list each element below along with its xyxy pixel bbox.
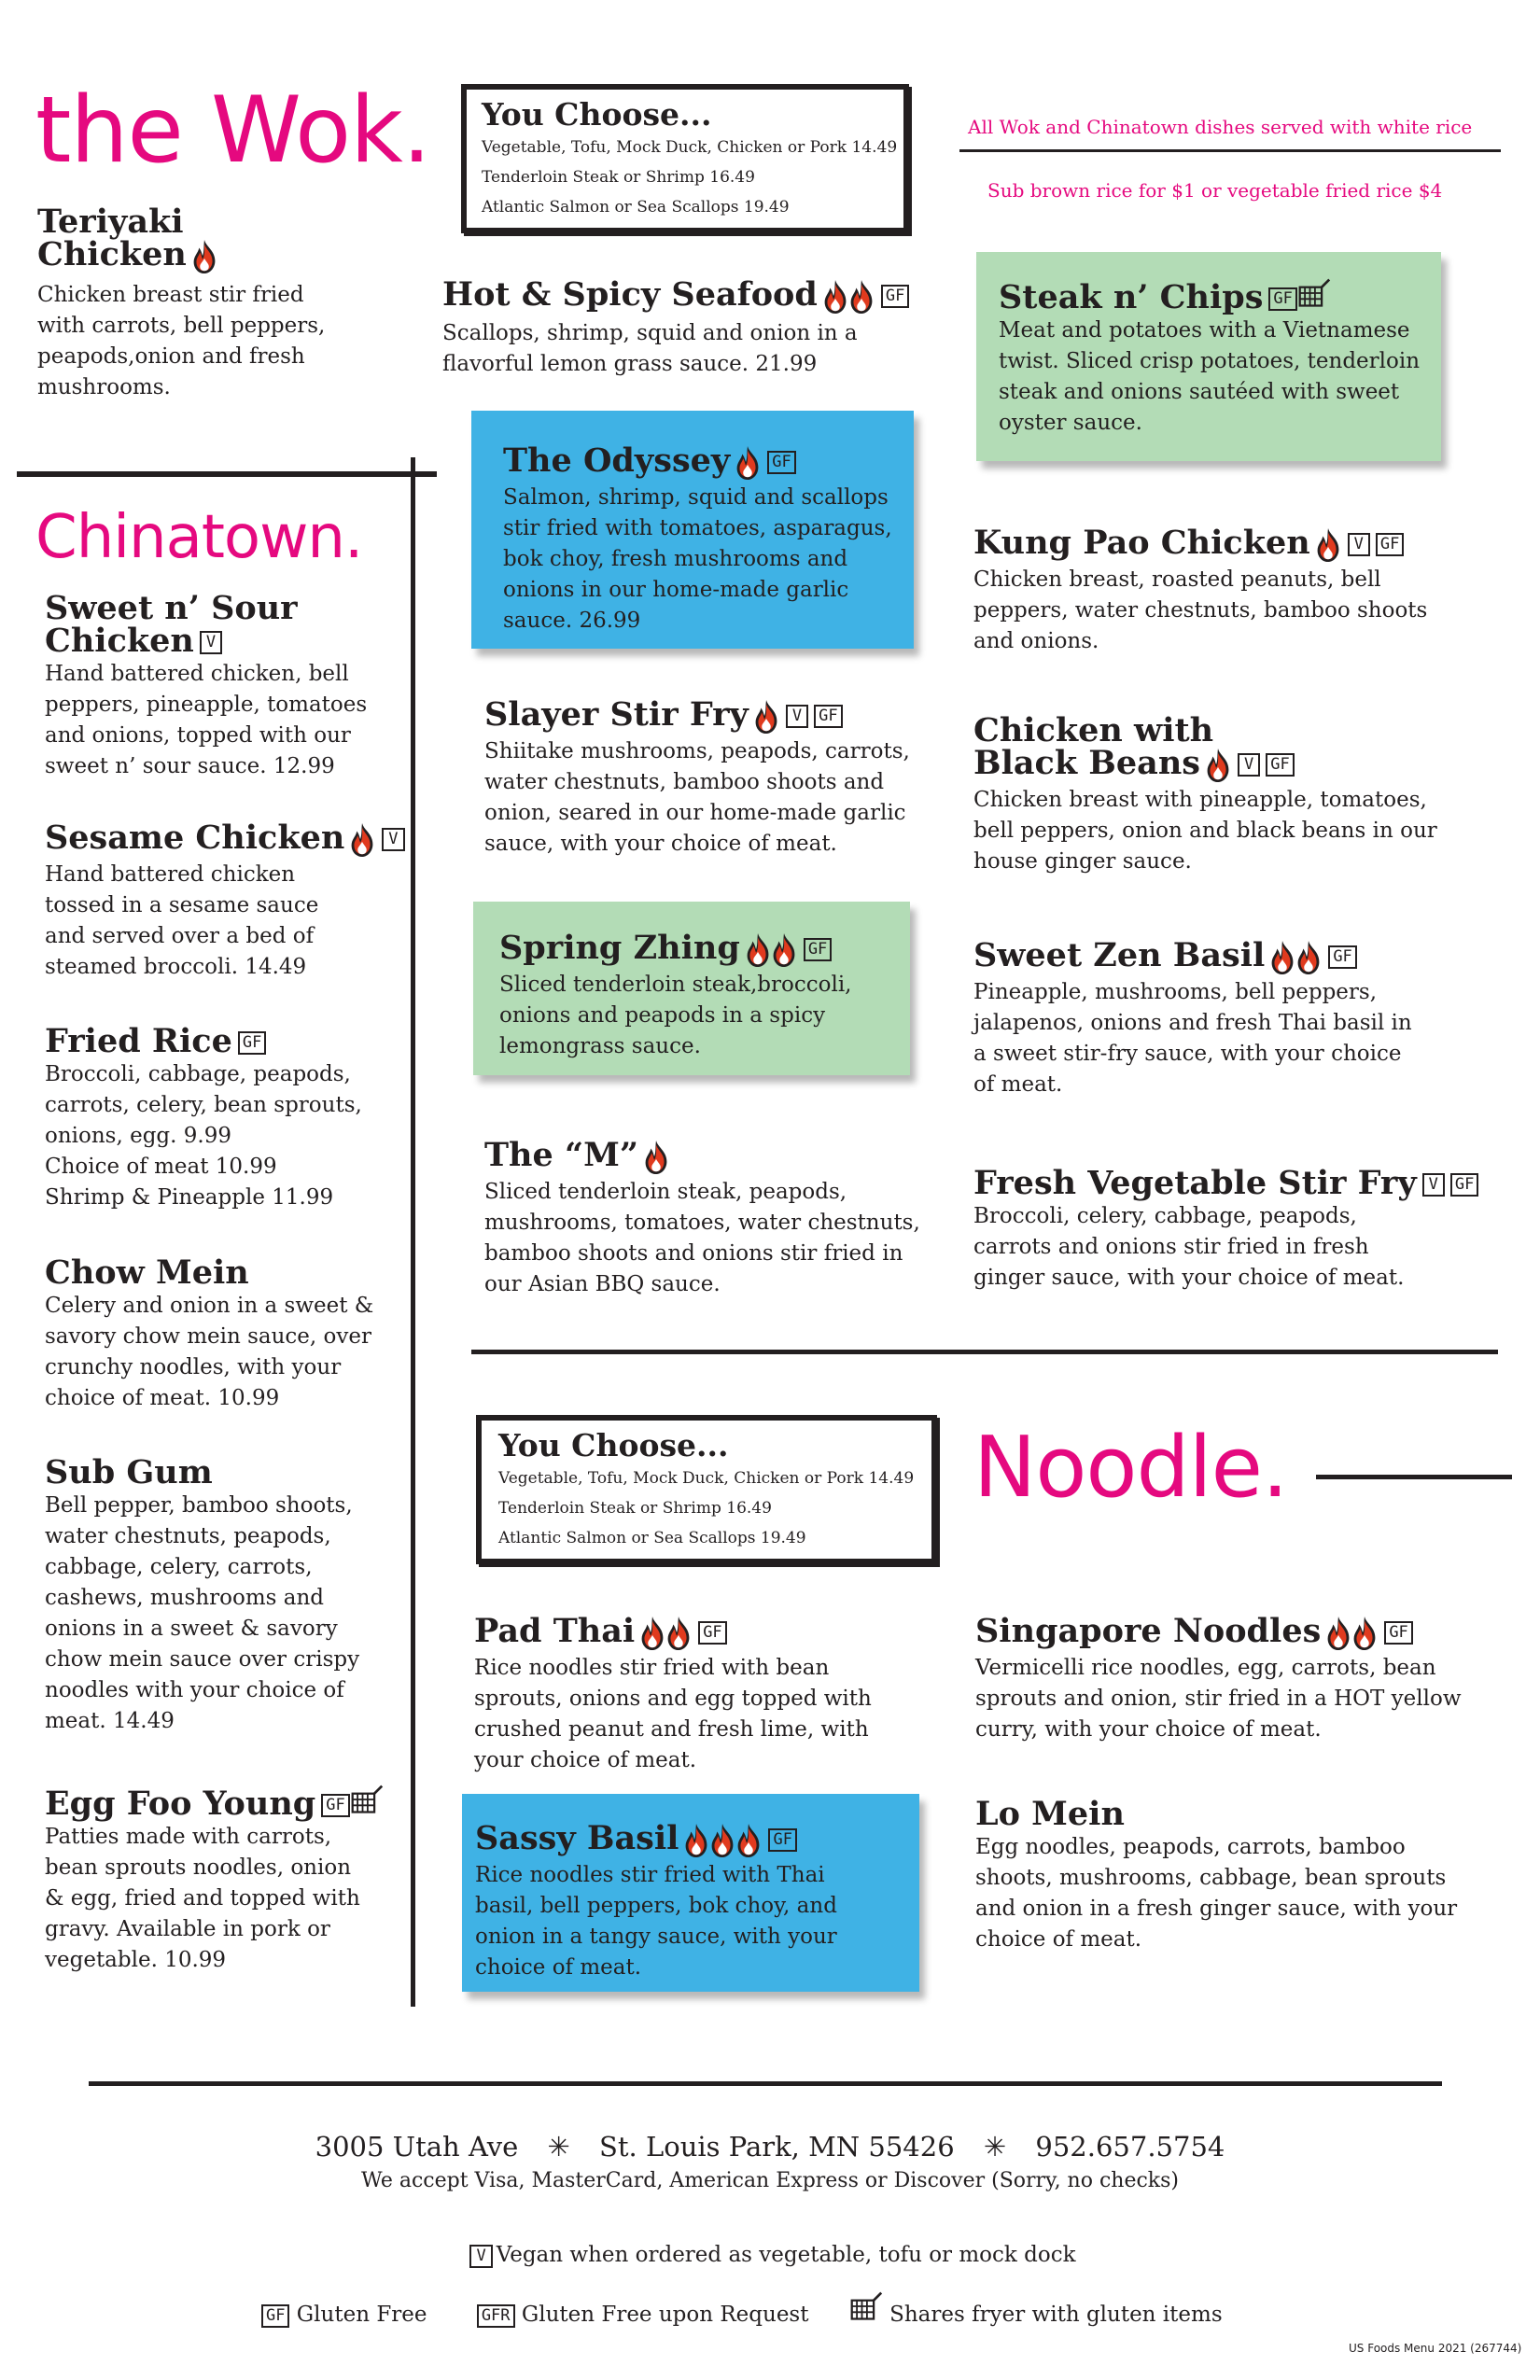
fryer-basket-icon: [350, 1785, 384, 1814]
menu-item-sub-gum: [45, 1453, 399, 1737]
flame-icon: [682, 1823, 710, 1858]
item-title: The “M”: [484, 1139, 932, 1175]
item-description: Sliced tenderloin steak, peapods, mushrooms, tomatoes, water chestnuts, bamboo shoots and onions stir fried in our Asian BBQ sauce.: [484, 1179, 920, 1296]
you-choose-box: [476, 1415, 937, 1564]
you-choose-line: Atlantic Salmon or Sea Scallops 19.49: [482, 198, 790, 217]
you-choose-title: You Choose...: [498, 1427, 729, 1463]
menu-item-pad-thai: [474, 1612, 922, 1776]
you-choose-line: Vegetable, Tofu, Mock Duck, Chicken or Pork 14.49: [482, 138, 898, 157]
menu-item-kung-pao-chicken: [973, 526, 1496, 657]
you-choose-line: Tenderloin Steak or Shrimp 16.49: [498, 1499, 772, 1518]
item-title: Slayer Stir Fry V GF: [484, 698, 932, 735]
menu-item-spring-zhing: [473, 902, 910, 1075]
menu-item-fried-rice: [45, 1022, 399, 1213]
gluten-free-badge: GF: [1376, 533, 1404, 556]
menu-item-egg-foo-young: [45, 1785, 409, 1976]
item-title: Egg Foo Young GF: [45, 1785, 409, 1820]
item-description: Patties made with carrots, bean sprouts noodles, onion & egg, fried and topped with gravy. Available in pork or vegetable. 10.99: [45, 1825, 360, 1972]
item-description: Broccoli, cabbage, peapods, carrots, celery, bean sprouts, onions, egg. 9.99: [45, 1062, 362, 1148]
item-description: Chicken breast stir fried with carrots, bell peppers, peapods,onion and fresh mushrooms.: [37, 282, 326, 399]
gluten-free-badge: GF: [1266, 753, 1294, 777]
rice-note-line2: Sub brown rice for $1 or vegetable fried rice $4: [987, 179, 1443, 202]
flame-icon: [770, 932, 798, 968]
flame-icon: [1204, 748, 1232, 783]
flame-icon: [1351, 1616, 1379, 1651]
menu-item-singapore-noodles: [975, 1612, 1498, 1745]
vegan-badge: V: [469, 2245, 492, 2268]
vegan-badge: V: [1422, 1173, 1445, 1197]
item-description: Hand battered chicken tossed in a sesame sauce and served over a bed of steamed broccoli. 14.49: [45, 861, 319, 979]
item-price-line: Choice of meat 10.99: [45, 1155, 277, 1179]
menu-item-steak-n-chips: [976, 252, 1441, 461]
column-divider: [411, 457, 415, 2007]
gluten-free-badge: GF: [1328, 945, 1356, 969]
noodle-section-title: Noodle.: [973, 1419, 1288, 1517]
flame-icon: [1295, 940, 1323, 975]
menu-item-sassy-basil: [462, 1794, 919, 1992]
menu-item-slayer-stir-fry: [484, 695, 932, 860]
item-title: Spring Zhing GF: [499, 931, 891, 968]
separator-icon: ✳: [547, 2131, 570, 2163]
item-title: Black Beans V GF: [973, 747, 1496, 783]
fryer-basket-icon: [1297, 278, 1331, 308]
flame-icon: [1314, 527, 1342, 563]
item-description: Chicken breast with pineapple, tomatoes, bell peppers, onion and black beans in our house ginger sauce.: [973, 787, 1437, 874]
divider: [959, 149, 1501, 152]
vegan-badge: V: [1238, 753, 1260, 777]
vegan-badge: V: [382, 828, 404, 851]
item-title: Fresh Vegetable Stir Fry V GF: [973, 1167, 1515, 1199]
item-description: Hand battered chicken, bell peppers, pineapple, tomatoes and onions, topped with our sweet n’ sour sauce. 12.99: [45, 662, 368, 778]
item-title: Sub Gum: [45, 1453, 213, 1491]
item-title: Pad Thai GF: [474, 1615, 922, 1651]
item-description: Shiitake mushrooms, peapods, carrots, water chestnuts, bamboo shoots and onion, seared in our home-made garlic sauce, with your choice of meat.: [484, 738, 910, 856]
gluten-free-request-badge: GFR: [477, 2304, 515, 2328]
menu-item-lo-mein: [975, 1795, 1498, 1955]
flame-icon: [190, 239, 218, 274]
item-description: Bell pepper, bamboo shoots, water chestnuts, peapods, cabbage, celery, carrots, cashews, mushrooms and onions in a sweet & savory chow mein sauce over crispy noodles with your choice of meat. 14.49: [45, 1493, 360, 1733]
item-title: Singapore Noodles GF: [975, 1615, 1498, 1651]
item-description: Rice noodles stir fried with bean sprouts, onions and egg topped with crushed peanut and fresh lime, with your choice of meat.: [474, 1655, 872, 1772]
item-title: Hot & Spicy Seafood GF: [442, 278, 928, 315]
gluten-free-badge: GF: [321, 1794, 349, 1817]
you-choose-line: Tenderloin Steak or Shrimp 16.49: [482, 168, 755, 187]
flame-icon: [638, 1616, 666, 1651]
vegan-badge: V: [1348, 533, 1370, 556]
flame-icon: [1324, 1616, 1352, 1651]
divider: [17, 471, 437, 477]
flame-icon: [642, 1140, 670, 1175]
menu-item-the-m: [484, 1136, 932, 1300]
item-title: Lo Mein: [975, 1795, 1125, 1833]
item-description: Vermicelli rice noodles, egg, carrots, bean sprouts and onion, stir fried in a HOT yellow curry, with your choice of meat.: [975, 1655, 1462, 1742]
gluten-free-badge: GF: [814, 705, 842, 728]
wok-section-title: the Wok.: [35, 77, 430, 184]
item-title: Chicken: [37, 238, 392, 274]
gluten-free-badge: GF: [238, 1031, 266, 1055]
item-title: Chicken with: [973, 711, 1214, 749]
item-title: Teriyaki: [37, 203, 184, 241]
you-choose-title: You Choose...: [482, 96, 712, 133]
you-choose-box: [461, 84, 909, 233]
item-description: Scallops, shrimp, squid and onion in a flavorful lemon grass sauce. 21.99: [442, 320, 858, 376]
item-price-line: Shrimp & Pineapple 11.99: [45, 1185, 334, 1210]
item-title: The Odyssey GF: [503, 444, 895, 481]
divider: [1316, 1475, 1512, 1479]
gluten-free-badge: GF: [1450, 1173, 1478, 1197]
flame-icon: [821, 279, 849, 315]
chinatown-section-title: Chinatown.: [35, 503, 363, 572]
divider: [89, 2081, 1442, 2086]
menu-item-the-odyssey: [471, 411, 914, 649]
flame-icon: [744, 932, 772, 968]
menu-item-fresh-vegetable-stir-fry: [973, 1164, 1515, 1294]
menu-item-hot-spicy-seafood: [442, 275, 928, 380]
item-title: Chicken V: [45, 624, 399, 657]
flame-icon: [752, 699, 780, 735]
item-description: Rice noodles stir fried with Thai basil, bell peppers, bok choy, and onion in a tangy sauce, with your choice of meat.: [475, 1862, 837, 1980]
menu-item-chow-mein: [45, 1253, 399, 1414]
flame-icon: [1268, 940, 1296, 975]
item-description: Pineapple, mushrooms, bell peppers, jalapenos, onions and fresh Thai basil in a sweet stir-fry sauce, with your choice of meat.: [973, 979, 1412, 1097]
menu-item-sweet-zen-basil: [973, 936, 1496, 1100]
gluten-free-badge: GF: [768, 1828, 796, 1852]
flame-icon: [665, 1616, 693, 1651]
vegan-badge: V: [786, 705, 808, 728]
fryer-basket-icon: [849, 2291, 883, 2321]
menu-item-sesame-chicken: [45, 821, 409, 983]
you-choose-line: Vegetable, Tofu, Mock Duck, Chicken or Pork 14.49: [498, 1469, 915, 1488]
vegan-badge: V: [200, 631, 222, 654]
item-description: Celery and onion in a sweet & savory chow mein sauce, over crunchy noodles, with your choice of meat. 10.99: [45, 1294, 374, 1410]
item-title: Chow Mein: [45, 1253, 249, 1292]
menu-code: US Foods Menu 2021 (267744): [1349, 2342, 1522, 2355]
phone-number: 952.657.5754: [1035, 2131, 1225, 2163]
flame-icon: [735, 1823, 763, 1858]
menu-item-chicken-black-beans: [973, 711, 1496, 877]
gluten-free-badge: GF: [767, 451, 795, 474]
you-choose-line: Atlantic Salmon or Sea Scallops 19.49: [498, 1529, 806, 1547]
item-title: Sesame Chicken V: [45, 821, 409, 858]
item-description: Egg noodles, peapods, carrots, bamboo shoots, mushrooms, cabbage, bean sprouts and onion in a fresh ginger sauce, with your choice of meat.: [975, 1835, 1458, 1952]
item-title: Fried Rice GF: [45, 1025, 399, 1057]
item-description: Chicken breast, roasted peanuts, bell peppers, water chestnuts, bamboo shoots and onions.: [973, 567, 1428, 653]
legend-row: [261, 2291, 1381, 2330]
item-title: Sweet Zen Basil GF: [973, 939, 1496, 975]
item-description: Salmon, shrimp, squid and scallops stir fried with tomatoes, asparagus, bok choy, fresh mushrooms and onions in our home-made garlic sauce. 26.99: [503, 484, 892, 633]
gluten-free-badge: GF: [1268, 287, 1296, 311]
menu-item-teriyaki-chicken: [37, 205, 392, 403]
item-title: Sweet n’ Sour: [45, 589, 298, 627]
vegan-legend: V Vegan when ordered as vegetable, tofu or mock dock: [0, 2240, 1540, 2270]
divider: [471, 1350, 1498, 1354]
item-description: Meat and potatoes with a Vietnamese twist. Sliced crisp potatoes, tenderloin steak and onions sautéed with sweet oyster sauce.: [999, 318, 1421, 435]
gluten-free-badge: GF: [1384, 1621, 1412, 1645]
gfr-legend: Gluten Free upon Request: [521, 2303, 809, 2327]
flame-icon: [734, 445, 762, 481]
item-title: Sassy Basil GF: [475, 1822, 901, 1858]
item-title: Kung Pao Chicken V GF: [973, 526, 1496, 563]
flame-icon: [708, 1823, 736, 1858]
separator-icon: ✳: [983, 2131, 1007, 2163]
rice-note-line1: All Wok and Chinatown dishes served with white rice: [968, 116, 1473, 138]
item-description: Sliced tenderloin steak,broccoli, onions and peapods in a spicy lemongrass sauce.: [499, 972, 852, 1058]
fryer-legend: Shares fryer with gluten items: [889, 2303, 1223, 2327]
flame-icon: [847, 279, 875, 315]
menu-item-sweet-n-sour-chicken: [45, 589, 399, 782]
gluten-free-badge: GF: [261, 2304, 289, 2328]
gluten-free-badge: GF: [881, 285, 909, 308]
gluten-free-legend: Gluten Free: [296, 2303, 427, 2327]
payment-note: We accept Visa, MasterCard, American Express or Discover (Sorry, no checks): [361, 2169, 1179, 2192]
address: 3005 Utah Ave: [315, 2131, 519, 2163]
city: St. Louis Park, MN 55426: [599, 2131, 955, 2163]
gluten-free-badge: GF: [804, 938, 832, 961]
item-description: Broccoli, celery, cabbage, peapods, carrots and onions stir fried in fresh ginger sauce, with your choice of meat.: [973, 1204, 1405, 1290]
gluten-free-badge: GF: [698, 1621, 726, 1645]
flame-icon: [348, 822, 376, 858]
footer-address-line: [0, 2130, 1540, 2163]
item-title: Steak n’ Chips GF: [999, 278, 1422, 314]
